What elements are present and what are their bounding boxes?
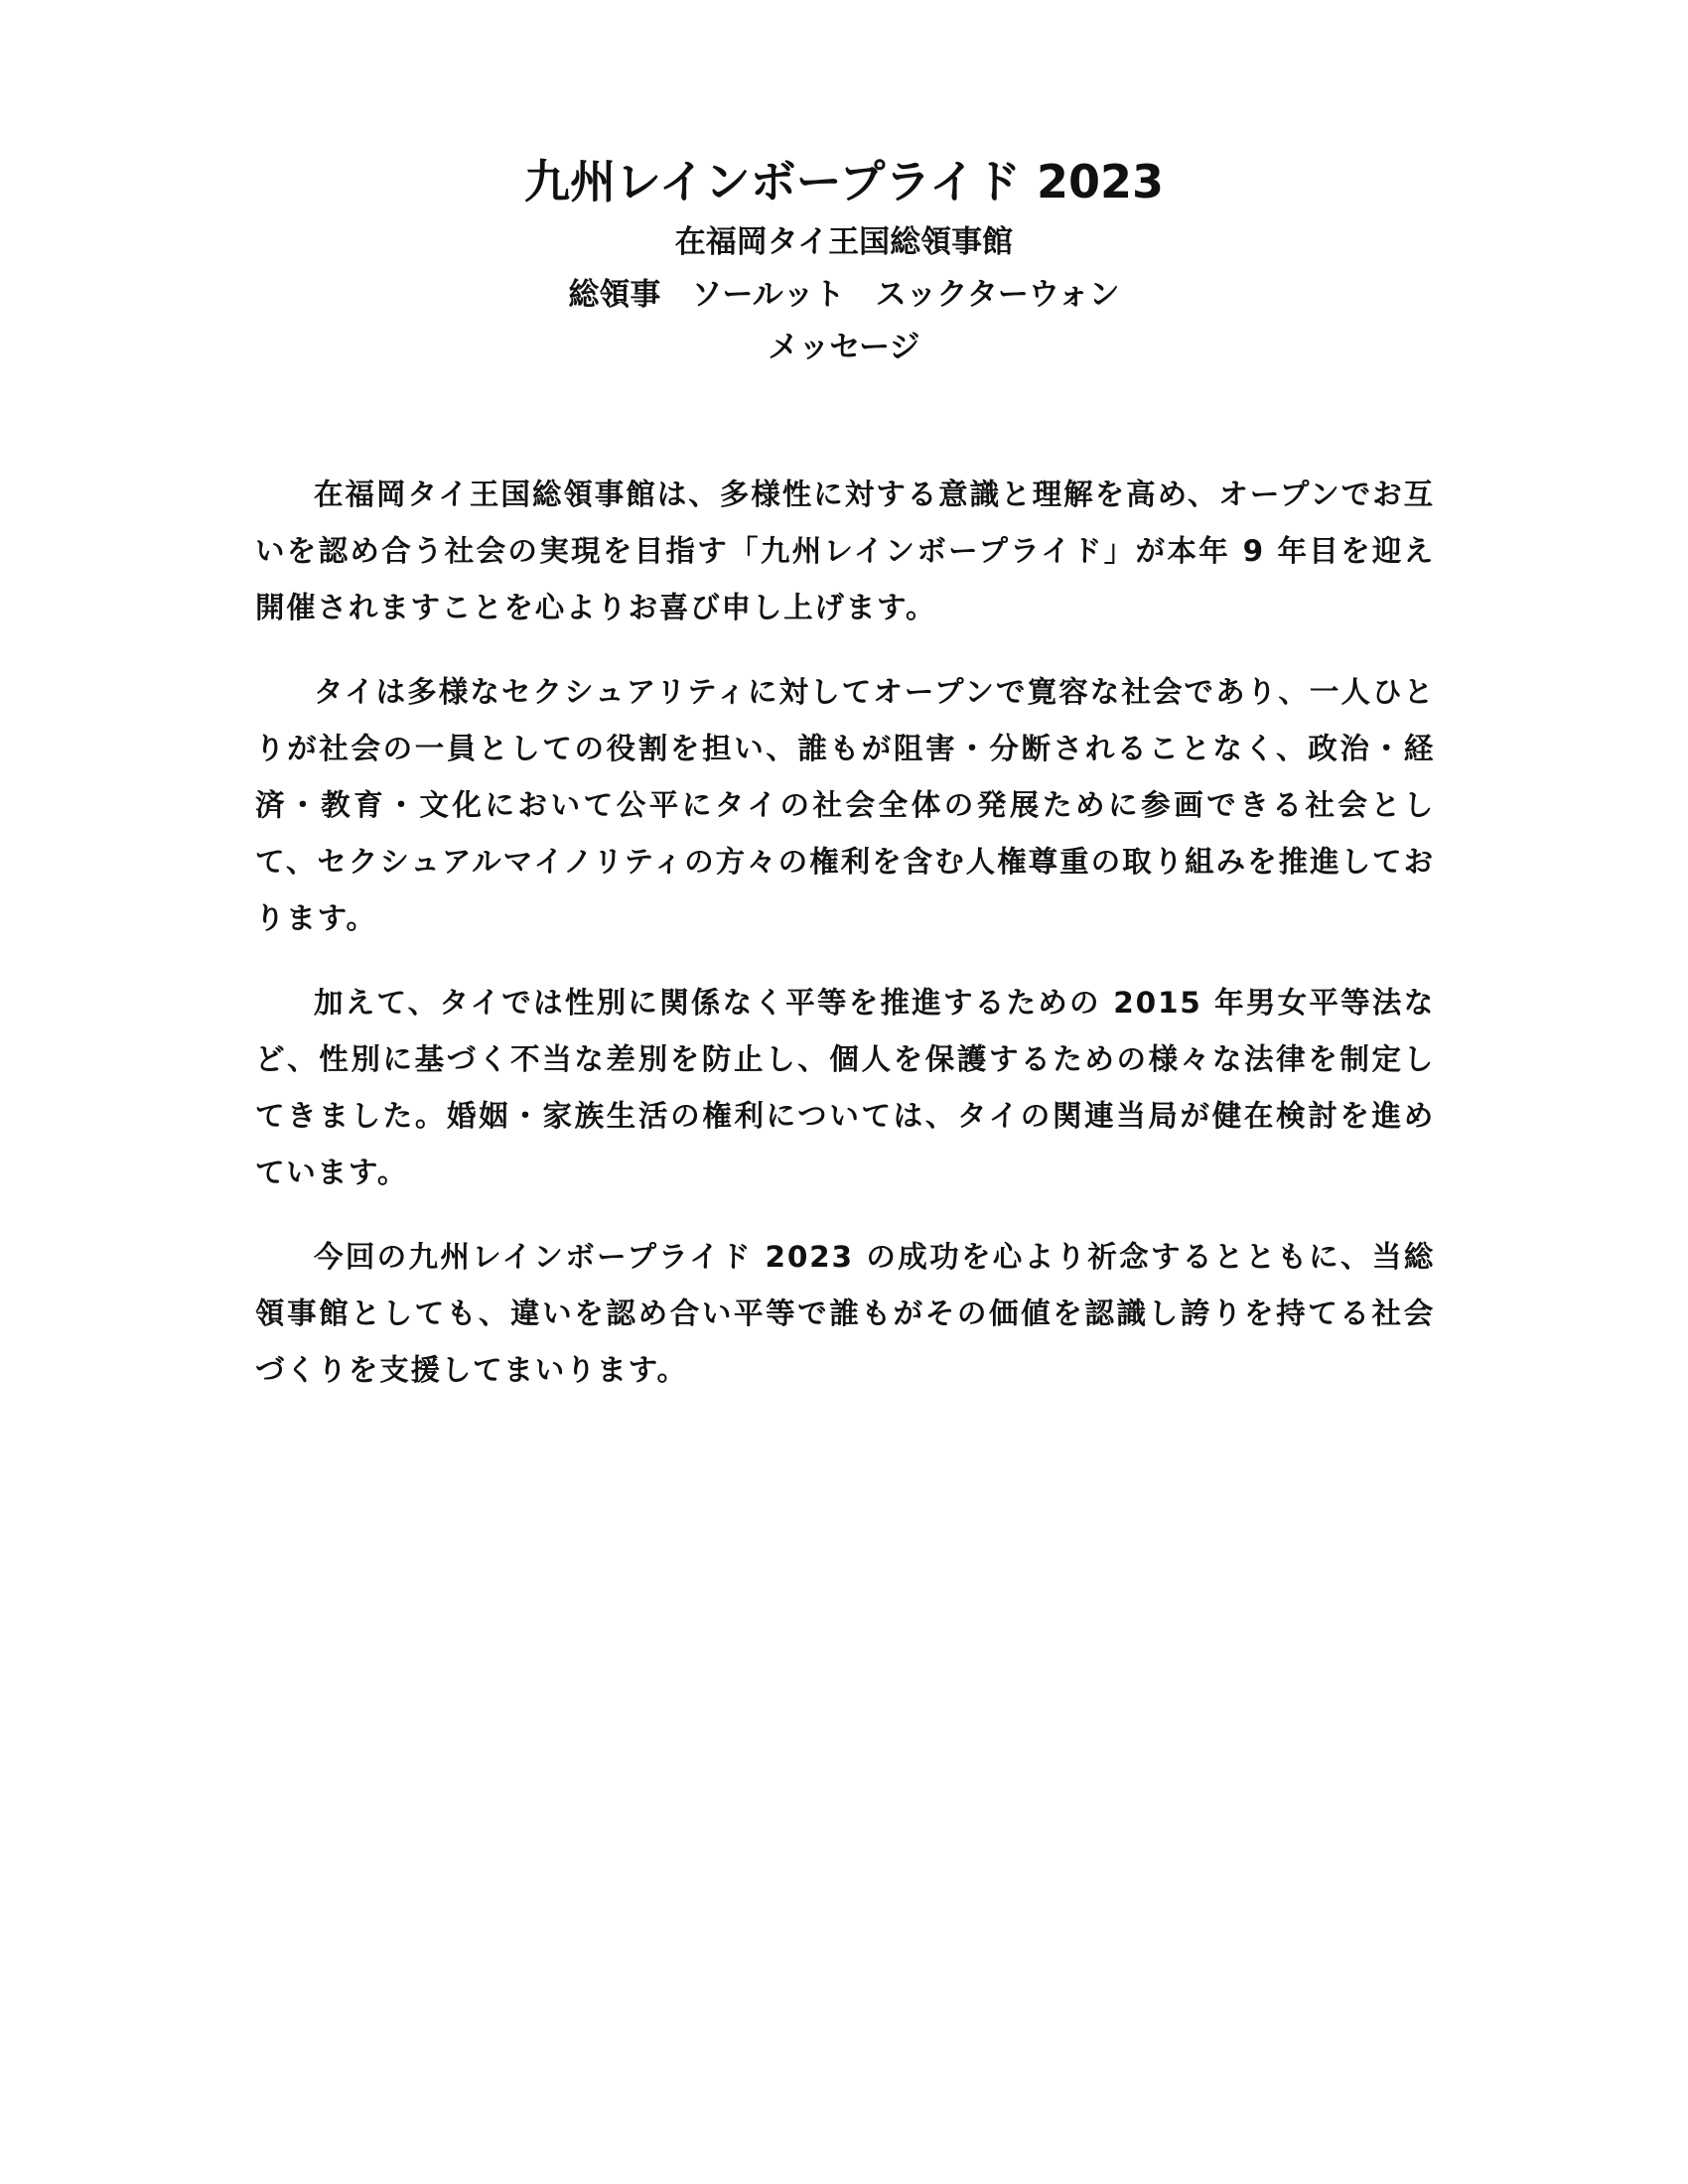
document-header: [0, 147, 1688, 374]
paragraph-4: 今回の九州レインボープライド 2023 の成功を心より祈念するとともに、当総領事館としても、違いを認め合い平等で誰もがその価値を認識し誇りを持てる社会づくりを支援してまいります。: [255, 1240, 1435, 1387]
paragraph-1: 在福岡タイ王国総領事館は、多様性に対する意識と理解を高め、オープンでお互いを認め合う社会の実現を目指す「九州レインボープライド」が本年 9 年目を迎え開催されますことを心よりお喜び申し上げます。: [255, 478, 1435, 624]
document-title: 九州レインボープライド 2023: [523, 155, 1165, 208]
paragraph-2: タイは多様なセクシュアリティに対してオープンで寛容な社会であり、一人ひとりが社会の一員としての役割を担い、誰もが阻害・分断されることなく、政治・経済・教育・文化において公平にタイの社会全体の発展ために参画できる社会として、セクシュアルマイノリティの方々の権利を含む人権尊重の取り組みを推進しております。: [255, 675, 1435, 935]
organization-name: 在福岡タイ王国総領事館: [674, 224, 1014, 260]
message-body: [255, 467, 1435, 1427]
paragraph-3: 加えて、タイでは性別に関係なく平等を推進するための 2015 年男女平等法など、性別に基づく不当な差別を防止し、個人を保護するための様々な法律を制定してきました。婚姻・家族生活の権利については、タイの関連当局が健在検討を進めています。: [255, 986, 1435, 1189]
document-type: メッセージ: [768, 330, 920, 365]
signatory-line: 総領事 ソールット スックターウォン: [568, 277, 1120, 313]
